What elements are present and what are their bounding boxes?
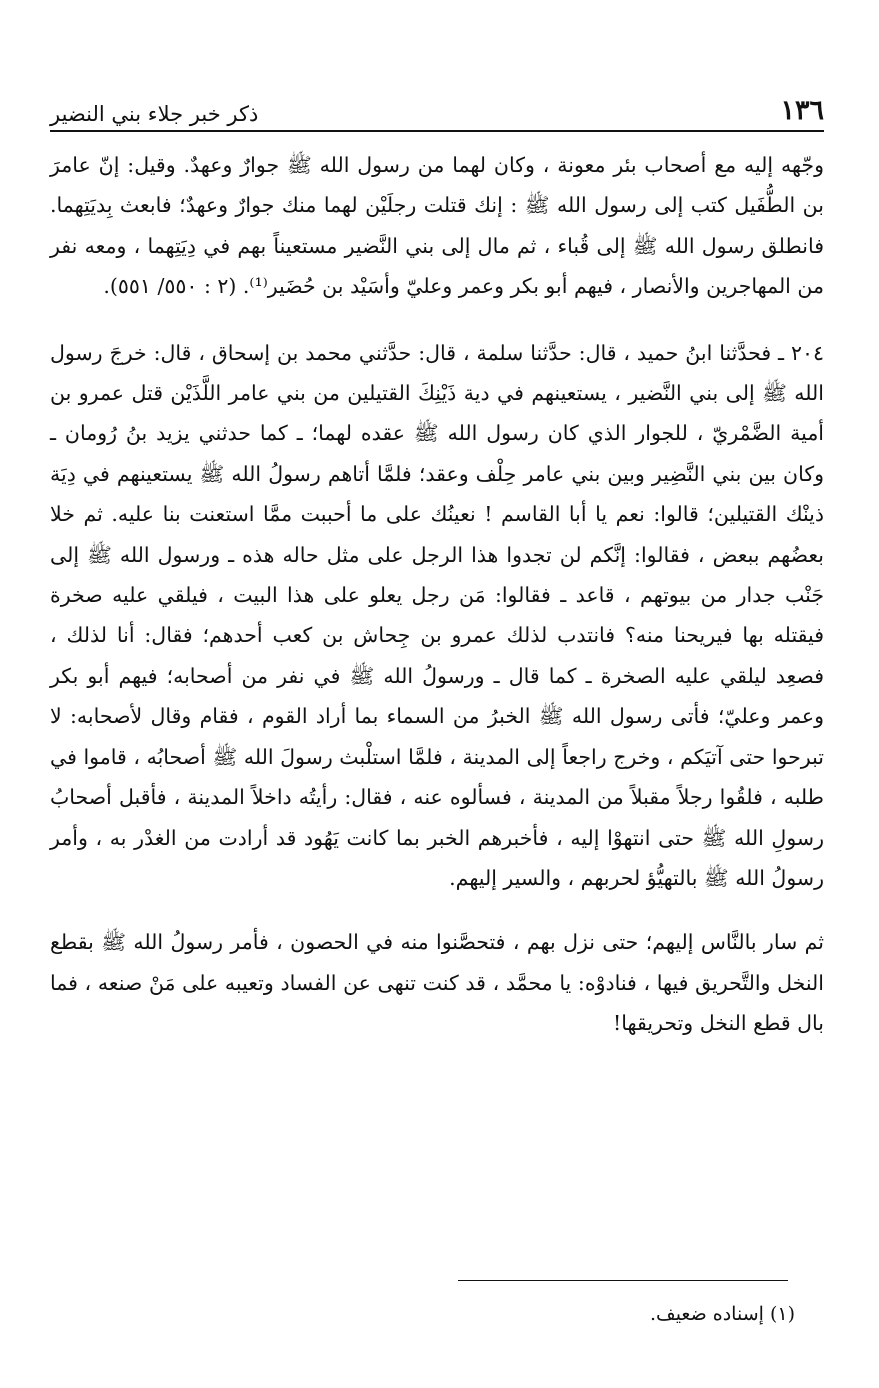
paragraph-intro: وجّهه إليه مع أصحاب بئر معونة ، وكان لهما من رسول الله ﷺ جوارٌ وعهدٌ. وقيل: إنّ عامرَ بن الطُّفَيل كتب إلى رسول الله ﷺ : إنك قتلت رجلَيْن لهما منك جوارٌ وعهدٌ؛ فابعث بِديَتِهما. فانطلق رسول الله ﷺ إلى قُباء ، ثم مال إلى بني النَّضير مستعيناً بهم في دِيَتِهما ، ومعه نفر من المهاجرين والأنصار ، فيهم أبو بكر وعمر وعليّ وأسَيْد بن حُضَير⁽¹⁾. (٢ : ٥٥٠/ ٥٥١).	[50, 153, 824, 299]
footnote-rule	[458, 1280, 788, 1281]
paragraph-siege: ثم سار بالنَّاس إليهم؛ حتى نزل بهم ، فتحصَّنوا منه في الحصون ، فأمر رسولُ الله ﷺ بقطع النخل والتَّحريق فيها ، فنادوْه: يا محمَّد ، قد كنت تنهى عن الفساد وتعيبه على مَنْ صنعه ، فما بال قطع النخل وتحريقها!	[50, 930, 824, 1036]
header-rule	[50, 130, 824, 132]
body-text	[50, 145, 824, 1044]
page-header	[50, 86, 824, 126]
page-number: ١٣٦	[780, 95, 824, 126]
paragraph-204: ٢٠٤ ـ فحدَّثنا ابنُ حميد ، قال: حدَّثنا سلمة ، قال: حدَّثني محمد بن إسحاق ، قال: خرجَ رسول الله ﷺ إلى بني النَّضير ، يستعينهم في دية ذَيْنِكَ القتيلين من بني عامر اللَّذَيْن قتل عمرو بن أمية الضَّمْريّ ، للجوار الذي كان رسول الله ﷺ عقده لهما؛ ـ كما حدثني يزيد بنُ رُومان ـ وكان بين بني النَّضِير وبين بني عامر حِلْف وعقد؛ فلمَّا أتاهم رسولُ الله ﷺ يستعينهم في دِيَة ذينْك القتيلين؛ قالوا: نعم يا أبا القاسم ! نعينُك على ما أحببت ممَّا استعنت بنا عليه. ثم خلا بعضُهم ببعض ، فقالوا: إنَّكم لن تجدوا هذا الرجل على مثل حاله هذه ـ ورسول الله ﷺ إلى جَنْب جدار من بيوتهم ، قاعد ـ فقالوا: مَن رجل يعلو على هذا البيت ، فيلقي عليه صخرة فيقتله بها فيريحنا منه؟ فانتدب لذلك عمرو بن جِحاش بن كعب أحدهم؛ فقال: أنا لذلك ، فصعِد ليلقي عليه الصخرة ـ كما قال ـ ورسولُ الله ﷺ في نفر من أصحابه؛ فيهم أبو بكر وعمر وعليّ؛ فأتى رسول الله ﷺ الخبرُ من السماء بما أراد القوم ، فقام وقال لأصحابه: لا تبرحوا حتى آتيَكم ، وخرج راجعاً إلى المدينة ، فلمَّا استلْبث رسولَ الله ﷺ أصحابُه ، قاموا في طلبه ، فلقُوا رجلاً مقبلاً من المدينة ، فسألوه عنه ، فقال: رأيتُه داخلاً المدينة ، فأقبل أصحابُ رسولِ الله ﷺ حتى انتهوْا إليه ، فأخبرهم الخبر بما كانت يَهُود قد أرادت من الغدْر به ، وأمر رسولُ الله ﷺ بالتهيُّؤ لحربهم ، والسير إليهم.	[50, 340, 824, 890]
footnote: (١) إسناده ضعيف.	[649, 1303, 795, 1325]
running-head: ذكر خبر جلاء بني النضير	[50, 102, 259, 126]
